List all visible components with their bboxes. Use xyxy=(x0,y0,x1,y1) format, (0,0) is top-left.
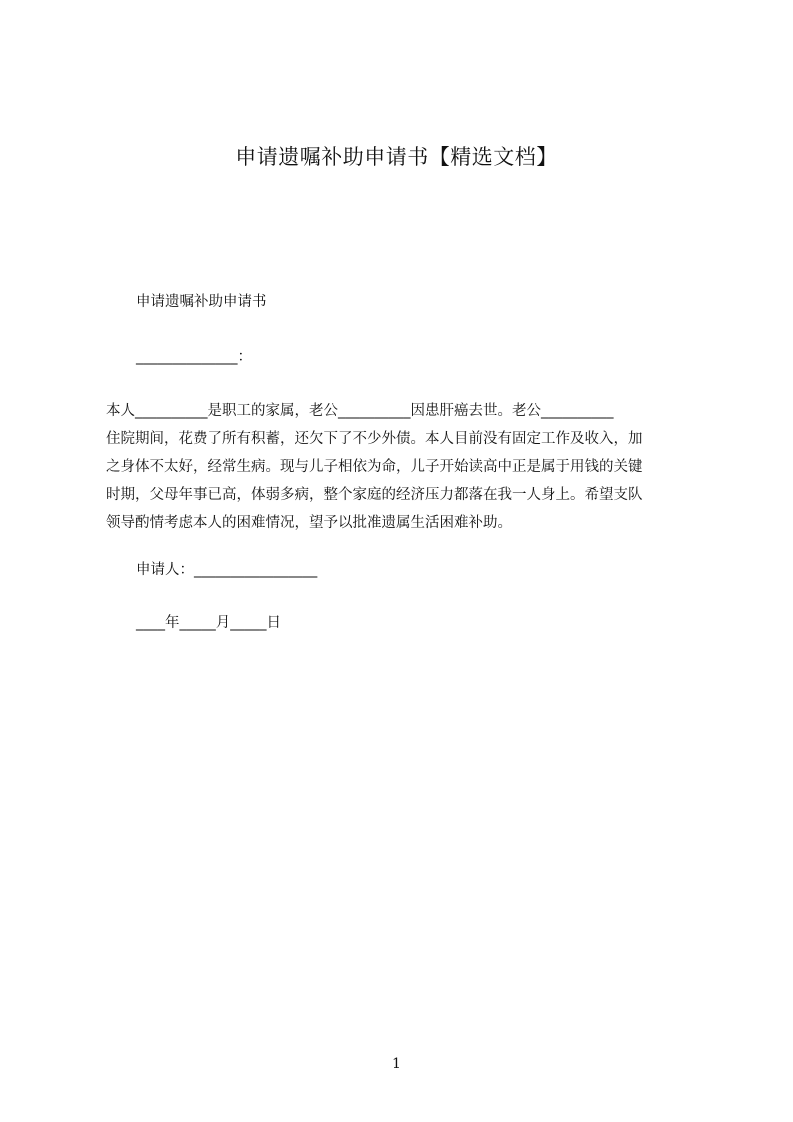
body-paragraph xyxy=(106,397,702,537)
body-line: 本人__________是职工的家属，老公__________因患肝癌去世。老公__________ xyxy=(106,403,614,419)
page-number: 1 xyxy=(392,1056,401,1072)
document-title: 申请遗嘱补助申请书【精选文档】 xyxy=(235,145,558,169)
applicant-line: 申请人：_________________ xyxy=(136,562,318,578)
letter-heading: 申请遗嘱补助申请书 xyxy=(136,294,267,310)
body-line: 领导酌情考虑本人的困难情况，望予以批准遗属生活困难补助。 xyxy=(106,515,512,531)
body-line: 时期，父母年事已高，体弱多病，整个家庭的经济压力都落在我一人身上。希望支队 xyxy=(106,487,643,503)
body-line: 住院期间，花费了所有积蓄，还欠下了不少外债。本人目前没有固定工作及收入，加 xyxy=(106,431,643,447)
addressee-line: ______________： xyxy=(136,349,252,365)
body-line: 之身体不太好，经常生病。现与儿子相依为命，儿子开始读高中正是属于用钱的关键 xyxy=(106,459,643,475)
date-line: ____年_____月_____日 xyxy=(136,615,281,631)
